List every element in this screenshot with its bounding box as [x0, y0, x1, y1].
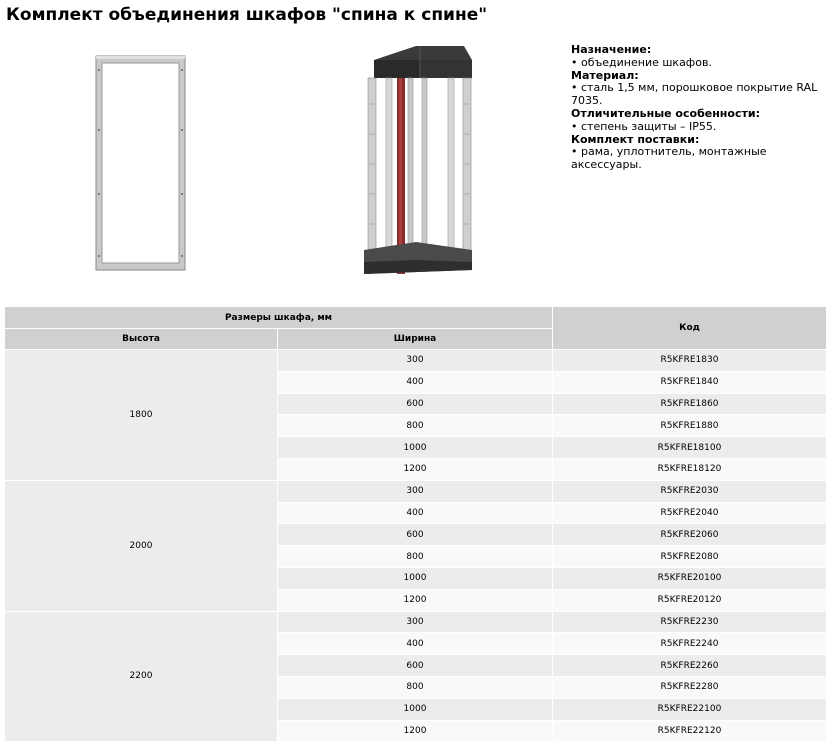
code-cell: R5KFRE1830 [553, 350, 827, 372]
frame-image [94, 54, 187, 272]
width-cell: 1000 [278, 567, 553, 589]
code-cell: R5KFRE2230 [553, 611, 827, 633]
width-cell: 400 [278, 633, 553, 655]
cabinet-image [360, 44, 476, 276]
table-row [5, 611, 827, 633]
width-cell: 400 [278, 502, 553, 524]
dimensions-group-header: Размеры шкафа, мм [5, 307, 553, 329]
width-cell: 800 [278, 676, 553, 698]
height-cell: 2200 [5, 611, 278, 742]
code-cell: R5KFRE2260 [553, 655, 827, 677]
width-cell: 1000 [278, 698, 553, 720]
width-cell: 1000 [278, 437, 553, 459]
code-cell: R5KFRE2060 [553, 524, 827, 546]
code-cell: R5KFRE20120 [553, 589, 827, 611]
code-cell: R5KFRE2040 [553, 502, 827, 524]
page-title: Комплект объединения шкафов "спина к спине" [6, 5, 488, 25]
purpose-heading: Назначение: [571, 43, 652, 56]
width-cell: 600 [278, 655, 553, 677]
purpose-text: • объединение шкафов. [571, 55, 712, 69]
code-cell: R5KFRE2030 [553, 480, 827, 502]
width-cell: 300 [278, 480, 553, 502]
code-cell: R5KFRE20100 [553, 567, 827, 589]
dimensions-table [4, 306, 827, 742]
height-header: Высота [5, 329, 278, 350]
material-text: • сталь 1,5 мм, порошковое покрытие RAL 7035. [571, 81, 818, 108]
code-cell: R5KFRE22100 [553, 698, 827, 720]
code-cell: R5KFRE2240 [553, 633, 827, 655]
material-heading: Материал: [571, 68, 639, 82]
width-cell: 1200 [278, 589, 553, 611]
width-cell: 800 [278, 415, 553, 437]
width-cell: 800 [278, 546, 553, 568]
features-text: • степень защиты – IP55. [571, 119, 717, 133]
code-header: Код [553, 307, 827, 350]
table-row [5, 480, 827, 502]
kit-heading: Комплект поставки: [571, 132, 700, 146]
height-cell: 2000 [5, 480, 278, 611]
width-cell: 300 [278, 611, 553, 633]
width-cell: 300 [278, 350, 553, 372]
width-cell: 400 [278, 371, 553, 393]
height-cell: 1800 [5, 350, 278, 481]
code-cell: R5KFRE2280 [553, 676, 827, 698]
width-cell: 600 [278, 524, 553, 546]
code-cell: R5KFRE22120 [553, 720, 827, 742]
code-cell: R5KFRE2080 [553, 546, 827, 568]
kit-text: • рама, уплотнитель, монтажные аксессуары. [571, 145, 767, 172]
width-cell: 600 [278, 393, 553, 415]
width-header: Ширина [278, 329, 553, 350]
width-cell: 1200 [278, 720, 553, 742]
width-cell: 1200 [278, 458, 553, 480]
product-info [571, 44, 821, 172]
code-cell: R5KFRE1840 [553, 371, 827, 393]
table-row [5, 350, 827, 372]
code-cell: R5KFRE1860 [553, 393, 827, 415]
code-cell: R5KFRE18120 [553, 458, 827, 480]
code-cell: R5KFRE18100 [553, 437, 827, 459]
features-heading: Отличительные особенности: [571, 106, 760, 120]
code-cell: R5KFRE1880 [553, 415, 827, 437]
